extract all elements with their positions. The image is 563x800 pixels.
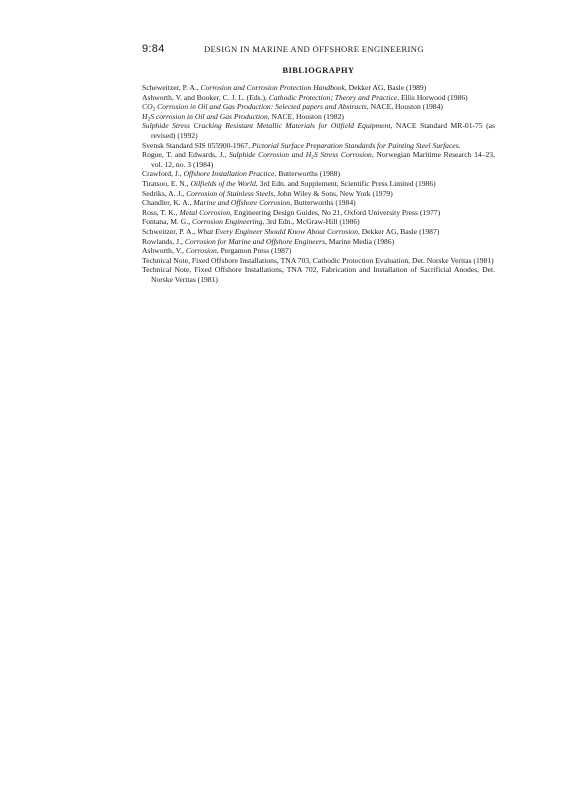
page-number: 9:84 bbox=[142, 43, 165, 55]
bibliography-list bbox=[142, 83, 495, 284]
entry-text: , Dekker AG, Basle (1987) bbox=[357, 226, 440, 236]
entry-italic-text: Pictorial Surface Preparation Standards for Painting Steel Surfaces bbox=[251, 140, 459, 150]
entry-text: Rogue, T. and Edwards, J., bbox=[142, 150, 229, 160]
entry-text: , NACE Standard MR-01-75 (as revised) (1992) bbox=[151, 121, 495, 140]
bibliography-title: BIBLIOGRAPHY bbox=[282, 66, 355, 75]
entry-text: Scheweitzer, P. A., bbox=[142, 83, 201, 92]
entry-italic-text: Offshore Installation Practice bbox=[183, 169, 275, 179]
entry-text: Rowlands, J., bbox=[142, 236, 185, 246]
bibliography-entry bbox=[142, 179, 495, 189]
entry-text: Ashworth, V., bbox=[142, 246, 186, 256]
bibliography-entry bbox=[142, 246, 495, 256]
entry-italic-text: S Stress Corrosion bbox=[313, 150, 372, 160]
running-head: DESIGN IN MARINE AND OFFSHORE ENGINEERING bbox=[204, 44, 424, 54]
entry-text: Fontana, M. G., bbox=[142, 217, 192, 227]
entry-italic-text: Corrosion bbox=[185, 246, 217, 256]
entry-text: Technical Note, Fixed Offshore Installations, TNA 703, Cathodic Protection Evaluation, Det. Norske Veritas (1981) bbox=[142, 255, 494, 265]
entry-italic-text: Corrosion Engineering bbox=[192, 217, 263, 227]
entry-text: , 3rd Edn. and Supplement, Scientific Press Limited (1986) bbox=[255, 178, 436, 188]
bibliography-entry bbox=[142, 102, 495, 112]
bibliography-entry bbox=[142, 217, 495, 227]
entry-text: Technical Note, Fixed Offshore Installations, TNA 702, Fabrication and Installation of Sacrificial Anodes, Det. Norske Veritas (1981) bbox=[142, 265, 495, 284]
entry-text: , Dekker AG, Basle (1989) bbox=[344, 83, 427, 92]
entry-italic-text: CO bbox=[142, 102, 153, 112]
bibliography-entry bbox=[142, 169, 495, 179]
entry-text: Tiratsoo, E. N., bbox=[142, 178, 191, 188]
entry-text: , Ellis Horwood (1986) bbox=[397, 92, 468, 102]
entry-text: , John Wiley & Sons, New York (1979) bbox=[273, 188, 393, 198]
bibliography-entry bbox=[142, 93, 495, 103]
entry-text: , Norwegian Maritime Research 14–23, vol. 12, no. 3 (1984) bbox=[151, 150, 495, 169]
entry-text: , Engineering Design Guides, No 21, Oxford University Press (1977) bbox=[230, 207, 441, 217]
entry-italic-text: Marine and Offshore Corrosion bbox=[193, 198, 291, 208]
bibliography-entry bbox=[142, 112, 495, 122]
entry-italic-text: Sulphide Stress Cracking Resistant Metallic Materials for Oilfield Equipment bbox=[142, 121, 391, 131]
entry-subscript: 2 bbox=[147, 116, 151, 123]
entry-italic-text: Oilfields of the World bbox=[190, 178, 256, 188]
entry-text: , Butterworths (1988) bbox=[274, 169, 340, 179]
bibliography-entry bbox=[142, 198, 495, 208]
bibliography-entry bbox=[142, 150, 495, 169]
entry-italic-text: What Every Engineer Should Know About Corrosion bbox=[197, 226, 358, 236]
entry-italic-text: Corrosion for Marine and Offshore Engineers bbox=[184, 236, 325, 246]
bibliography-entry bbox=[142, 121, 495, 140]
entry-text: Ashworth, V. and Booker, C. J. L. (Eds.), bbox=[142, 92, 269, 102]
bibliography-entry bbox=[142, 237, 495, 247]
entry-italic-text: Corrosion of Stainless Steels bbox=[186, 188, 274, 198]
bibliography-entry bbox=[142, 256, 495, 266]
entry-text: Crawford, J., bbox=[142, 169, 184, 179]
bibliography-entry bbox=[142, 227, 495, 237]
entry-text: , NACE, Houston (1984) bbox=[366, 102, 443, 112]
entry-text: . bbox=[458, 140, 461, 150]
entry-subscript: 2 bbox=[311, 154, 314, 161]
entry-text: Chandler, K. A., bbox=[142, 198, 194, 208]
entry-text: Schweitzer, P. A., bbox=[142, 226, 198, 236]
bibliography-entry bbox=[142, 265, 495, 284]
entry-text: , 3rd Edn., McGraw-Hill (1986) bbox=[262, 217, 360, 227]
entry-italic-text: Sulphide Corrosion and H bbox=[228, 150, 312, 160]
bibliography-entry bbox=[142, 141, 495, 151]
entry-italic-text: Corrosion in Oil and Gas Production: Selected papers and Abstracts bbox=[155, 102, 367, 112]
page-header bbox=[142, 43, 495, 57]
bibliography-entry bbox=[142, 83, 495, 93]
bibliography-entry bbox=[142, 208, 495, 218]
entry-italic-text: Corrosion and Corrosion Protection Handbook bbox=[200, 83, 345, 92]
entry-subscript: 2 bbox=[152, 106, 156, 113]
bibliography-entry bbox=[142, 189, 495, 199]
entry-text: , Marine Media (1986) bbox=[324, 236, 395, 246]
entry-text: , Pergamon Press (1987) bbox=[216, 246, 292, 256]
entry-text: Ross, T. K., bbox=[142, 207, 180, 217]
entry-text: Svensk Standard SIS 055900-1967, bbox=[142, 140, 252, 150]
entry-text: , NACE, Houston (1982) bbox=[267, 111, 344, 121]
entry-text: , Butterworths (1984) bbox=[290, 198, 356, 208]
entry-italic-text: S corrosion in Oil and Gas Production bbox=[150, 111, 268, 121]
entry-text: Sedriks, A. J., bbox=[142, 188, 187, 198]
entry-italic-text: H bbox=[142, 111, 148, 121]
entry-italic-text: Cathodic Protection; Theory and Practice bbox=[268, 92, 398, 102]
entry-italic-text: Metal Corrosion bbox=[179, 207, 231, 217]
